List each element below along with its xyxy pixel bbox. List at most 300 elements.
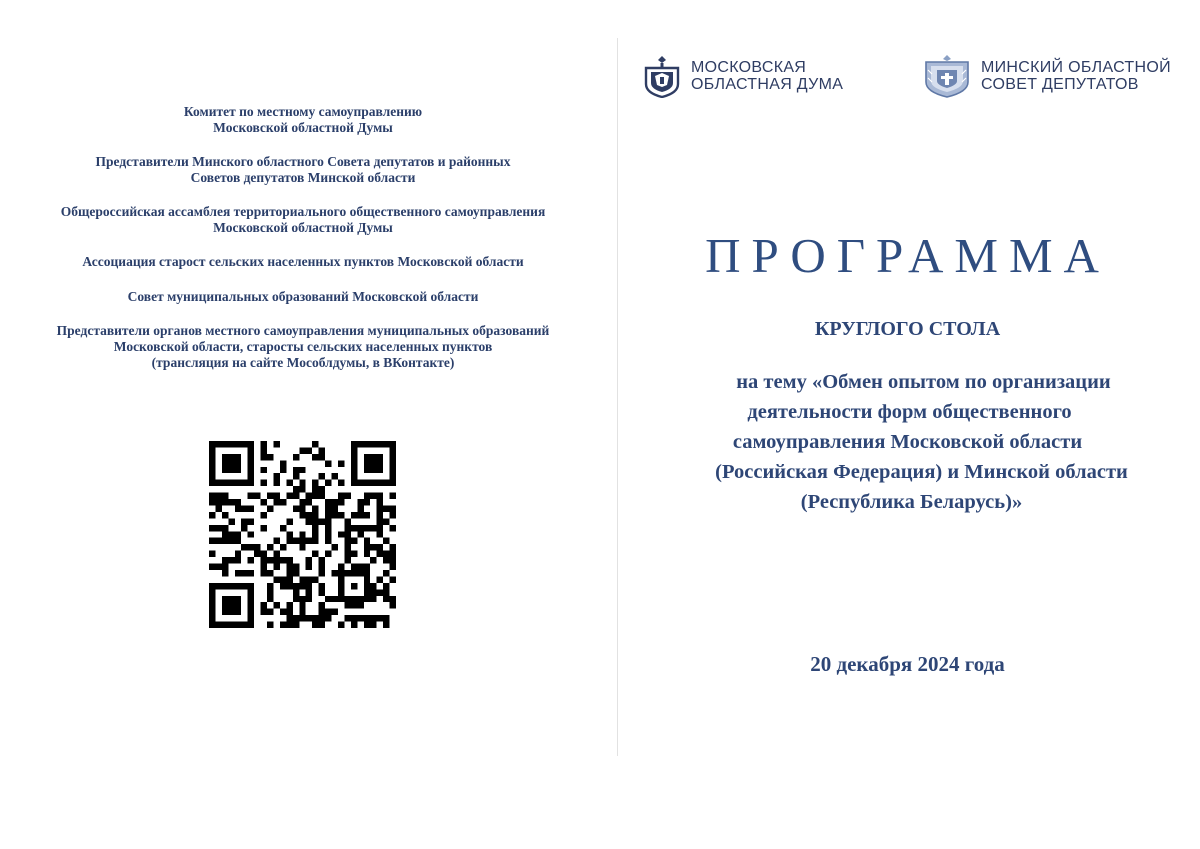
qr-module [254, 551, 260, 557]
qr-module [351, 480, 357, 486]
minsk-council-logo-text [981, 59, 1171, 93]
participant-group [20, 204, 586, 236]
qr-module [338, 596, 344, 602]
qr-module [215, 622, 221, 628]
qr-module [215, 564, 221, 570]
qr-module [377, 499, 383, 505]
qr-module [344, 525, 350, 531]
qr-module [273, 602, 279, 608]
qr-module [215, 538, 221, 544]
qr-module [370, 493, 376, 499]
qr-module [351, 615, 357, 621]
qr-module [209, 480, 215, 486]
qr-module [222, 538, 228, 544]
qr-module [383, 583, 389, 589]
qr-module [293, 454, 299, 460]
qr-module [312, 551, 318, 557]
qr-module [235, 499, 241, 505]
qr-module [383, 557, 389, 563]
qr-module [351, 460, 357, 466]
qr-module [306, 518, 312, 524]
qr-module [312, 576, 318, 582]
qr-module [235, 622, 241, 628]
qr-module [293, 583, 299, 589]
qr-module [390, 564, 396, 570]
qr-module [228, 499, 234, 505]
qr-module [273, 499, 279, 505]
qr-module [273, 576, 279, 582]
qr-module [286, 518, 292, 524]
qr-module [319, 570, 325, 576]
qr-module [248, 531, 254, 537]
qr-module [286, 576, 292, 582]
qr-module [357, 615, 363, 621]
qr-module [222, 441, 228, 447]
qr-module [261, 551, 267, 557]
qr-module [364, 576, 370, 582]
qr-module [261, 480, 267, 486]
qr-module [338, 512, 344, 518]
qr-module [344, 531, 350, 537]
qr-module [248, 622, 254, 628]
qr-module [377, 512, 383, 518]
qr-module [332, 499, 338, 505]
qr-module [273, 493, 279, 499]
qr-module [390, 467, 396, 473]
qr-module [286, 622, 292, 628]
qr-module [377, 454, 383, 460]
qr-module [248, 583, 254, 589]
qr-module [261, 454, 267, 460]
qr-module [351, 596, 357, 602]
qr-module [248, 467, 254, 473]
qr-module [235, 596, 241, 602]
qr-module [248, 447, 254, 453]
qr-module [235, 583, 241, 589]
qr-module [338, 583, 344, 589]
qr-module [357, 441, 363, 447]
qr-module [344, 615, 350, 621]
qr-module [286, 480, 292, 486]
qr-module [261, 602, 267, 608]
qr-module [228, 557, 234, 563]
qr-module [370, 583, 376, 589]
qr-module [299, 447, 305, 453]
qr-module [273, 480, 279, 486]
qr-module [390, 480, 396, 486]
qr-module [280, 583, 286, 589]
qr-module [248, 615, 254, 621]
qr-module [312, 493, 318, 499]
qr-module [209, 454, 215, 460]
participant-line: Ассоциация старост сельских населенных пунктов Московской области [82, 254, 524, 269]
qr-module [377, 615, 383, 621]
qr-module [364, 499, 370, 505]
qr-module [299, 531, 305, 537]
qr-module [319, 564, 325, 570]
qr-module [370, 454, 376, 460]
qr-module [280, 467, 286, 473]
qr-module [280, 576, 286, 582]
qr-module [248, 570, 254, 576]
qr-module [261, 441, 267, 447]
topic-line: самоуправления Московской области [732, 431, 1083, 453]
qr-module [241, 622, 247, 628]
qr-module [325, 505, 331, 511]
qr-module [299, 544, 305, 550]
qr-module [312, 512, 318, 518]
qr-module [306, 589, 312, 595]
qr-module [312, 441, 318, 447]
qr-module [273, 538, 279, 544]
qr-module [364, 512, 370, 518]
topic-line: деятельности форм общественного [747, 401, 1072, 423]
qr-module [222, 602, 228, 608]
qr-module [293, 505, 299, 511]
qr-module [215, 583, 221, 589]
qr-code-icon[interactable] [209, 441, 396, 628]
qr-module [261, 609, 267, 615]
qr-module [364, 460, 370, 466]
qr-module [215, 493, 221, 499]
qr-module [357, 596, 363, 602]
qr-module [248, 557, 254, 563]
qr-module [377, 467, 383, 473]
qr-module [364, 583, 370, 589]
qr-module [228, 454, 234, 460]
qr-module [390, 602, 396, 608]
qr-module [377, 518, 383, 524]
qr-module [332, 473, 338, 479]
page-fold-divider [617, 38, 618, 756]
qr-module [319, 493, 325, 499]
qr-module [215, 480, 221, 486]
qr-module [299, 480, 305, 486]
qr-module [261, 512, 267, 518]
qr-module [280, 460, 286, 466]
qr-module [280, 525, 286, 531]
qr-module [364, 596, 370, 602]
qr-module [377, 531, 383, 537]
qr-module [299, 576, 305, 582]
qr-module [222, 583, 228, 589]
qr-module [293, 596, 299, 602]
qr-module [377, 576, 383, 582]
qr-module [267, 609, 273, 615]
qr-module [370, 467, 376, 473]
qr-module [364, 538, 370, 544]
qr-module [280, 622, 286, 628]
qr-module [209, 499, 215, 505]
qr-module [370, 460, 376, 466]
qr-module [306, 493, 312, 499]
qr-module [241, 570, 247, 576]
qr-module [273, 551, 279, 557]
qr-module [293, 473, 299, 479]
event-date: 20 декабря 2024 года [810, 652, 1005, 676]
qr-module [299, 499, 305, 505]
qr-module [306, 596, 312, 602]
qr-module [319, 583, 325, 589]
participant-line: Московской области, старосты сельских населенных пунктов [113, 339, 493, 354]
qr-module [338, 589, 344, 595]
qr-module [222, 531, 228, 537]
qr-module [390, 544, 396, 550]
qr-module [293, 622, 299, 628]
qr-module [267, 589, 273, 595]
qr-module [377, 551, 383, 557]
qr-module [325, 609, 331, 615]
qr-module [332, 505, 338, 511]
logo-line: СОВЕТ ДЕПУТАТОВ [981, 76, 1139, 93]
qr-module [228, 518, 234, 524]
qr-module [235, 609, 241, 615]
qr-module [332, 544, 338, 550]
qr-module [248, 454, 254, 460]
qr-module [293, 538, 299, 544]
qr-module [351, 512, 357, 518]
qr-module [261, 467, 267, 473]
qr-module [228, 441, 234, 447]
qr-module [325, 499, 331, 505]
participant-group [20, 254, 586, 270]
qr-module [390, 493, 396, 499]
qr-module [235, 460, 241, 466]
qr-module [286, 557, 292, 563]
participant-line: Представители Минского областного Совета депутатов и районных [95, 154, 511, 169]
qr-module [370, 480, 376, 486]
qr-module [383, 589, 389, 595]
participant-line: Московской областной Думы [213, 220, 393, 235]
qr-module [338, 480, 344, 486]
qr-module [312, 518, 318, 524]
qr-module [312, 538, 318, 544]
qr-module [325, 551, 331, 557]
logo-line: ОБЛАСТНАЯ ДУМА [691, 76, 844, 93]
qr-module [299, 512, 305, 518]
qr-module [228, 622, 234, 628]
qr-module [306, 538, 312, 544]
qr-module [209, 602, 215, 608]
qr-module [222, 460, 228, 466]
qr-module [299, 486, 305, 492]
qr-module [248, 544, 254, 550]
topic-line: на тему «Обмен опытом по организации [736, 371, 1111, 393]
qr-module [286, 564, 292, 570]
participant-line: Общероссийская ассамблея территориального общественного самоуправления [60, 204, 546, 219]
qr-module [370, 525, 376, 531]
qr-module [377, 589, 383, 595]
qr-module [319, 589, 325, 595]
qr-module [306, 512, 312, 518]
qr-module [215, 441, 221, 447]
qr-module [261, 564, 267, 570]
participant-line: Представители органов местного самоуправления муниципальных образований [56, 323, 550, 338]
qr-module [222, 564, 228, 570]
qr-module [261, 447, 267, 453]
qr-module [312, 480, 318, 486]
qr-module [351, 441, 357, 447]
qr-module [254, 493, 260, 499]
qr-module [209, 493, 215, 499]
qr-module [338, 570, 344, 576]
qr-module [377, 441, 383, 447]
qr-module [344, 596, 350, 602]
qr-module [325, 531, 331, 537]
participant-line: Советов депутатов Минской области [190, 170, 416, 185]
qr-module [222, 480, 228, 486]
qr-module [390, 525, 396, 531]
qr-module [286, 570, 292, 576]
qr-module [390, 473, 396, 479]
qr-module [312, 486, 318, 492]
qr-module [306, 576, 312, 582]
qr-module [319, 622, 325, 628]
qr-module [209, 583, 215, 589]
qr-module [299, 615, 305, 621]
qr-module [338, 460, 344, 466]
qr-module [299, 596, 305, 602]
qr-module [390, 551, 396, 557]
participant-group [20, 289, 586, 305]
qr-module [228, 460, 234, 466]
qr-module [293, 493, 299, 499]
qr-module [222, 512, 228, 518]
qr-module [248, 493, 254, 499]
qr-module [293, 570, 299, 576]
qr-module [332, 512, 338, 518]
qr-module [267, 493, 273, 499]
qr-module [312, 622, 318, 628]
qr-module [286, 493, 292, 499]
qr-module [248, 596, 254, 602]
qr-module [325, 480, 331, 486]
qr-module [390, 460, 396, 466]
qr-module [209, 596, 215, 602]
qr-module [248, 518, 254, 524]
minsk-council-logo [923, 54, 1171, 98]
qr-module [312, 531, 318, 537]
qr-module [293, 564, 299, 570]
qr-module [306, 557, 312, 563]
qr-module [357, 531, 363, 537]
qr-module [325, 518, 331, 524]
qr-module [235, 531, 241, 537]
qr-module [390, 596, 396, 602]
qr-module [267, 544, 273, 550]
qr-module [235, 467, 241, 473]
qr-module [319, 602, 325, 608]
qr-module [390, 454, 396, 460]
qr-module [248, 441, 254, 447]
qr-module [351, 525, 357, 531]
qr-module [235, 505, 241, 511]
qr-module [280, 544, 286, 550]
qr-module [338, 622, 344, 628]
moscow-duma-logo-text [691, 59, 843, 93]
qr-module [280, 499, 286, 505]
logo-line: МОСКОВСКАЯ [691, 59, 807, 76]
qr-module [209, 525, 215, 531]
qr-module [293, 589, 299, 595]
qr-module [215, 505, 221, 511]
qr-module [390, 447, 396, 453]
qr-module [248, 460, 254, 466]
qr-module [364, 480, 370, 486]
qr-module [357, 564, 363, 570]
qr-module [248, 473, 254, 479]
qr-module [370, 622, 376, 628]
qr-module [344, 570, 350, 576]
topic-block [635, 367, 1180, 517]
qr-module [364, 454, 370, 460]
qr-module [357, 525, 363, 531]
qr-module [344, 518, 350, 524]
qr-module [351, 551, 357, 557]
participant-line: Комитет по местному самоуправлению [183, 104, 423, 119]
qr-module [235, 480, 241, 486]
qr-module [209, 473, 215, 479]
qr-module [235, 602, 241, 608]
qr-module [370, 615, 376, 621]
qr-module [338, 564, 344, 570]
qr-module [390, 512, 396, 518]
qr-module [286, 609, 292, 615]
qr-module [235, 551, 241, 557]
qr-module [351, 447, 357, 453]
qr-module [299, 602, 305, 608]
qr-module [357, 570, 363, 576]
qr-module [325, 525, 331, 531]
qr-module [383, 518, 389, 524]
qr-module [209, 564, 215, 570]
qr-module [235, 557, 241, 563]
qr-module [261, 570, 267, 576]
qr-module [357, 499, 363, 505]
qr-module [383, 538, 389, 544]
qr-module [209, 447, 215, 453]
qr-module [280, 557, 286, 563]
qr-module [312, 615, 318, 621]
qr-module [215, 499, 221, 505]
qr-module [344, 538, 350, 544]
participant-line: Совет муниципальных образований Московской области [127, 289, 479, 304]
qr-module [325, 538, 331, 544]
qr-module [241, 505, 247, 511]
qr-module [344, 551, 350, 557]
qr-module [319, 486, 325, 492]
qr-module [248, 589, 254, 595]
qr-module [293, 615, 299, 621]
qr-module [344, 544, 350, 550]
qr-module [241, 525, 247, 531]
qr-module [235, 454, 241, 460]
qr-module [383, 480, 389, 486]
qr-module [351, 473, 357, 479]
qr-module [377, 480, 383, 486]
program-title: ПРОГРАММА [705, 228, 1110, 283]
qr-module [351, 454, 357, 460]
qr-module [306, 583, 312, 589]
qr-module [383, 596, 389, 602]
qr-module [248, 602, 254, 608]
participant-line: (трансляция на сайте Мособлдумы, в ВКонтакте) [151, 355, 455, 370]
qr-module [222, 467, 228, 473]
qr-module [209, 615, 215, 621]
qr-module [306, 447, 312, 453]
qr-module [228, 596, 234, 602]
qr-module [299, 583, 305, 589]
